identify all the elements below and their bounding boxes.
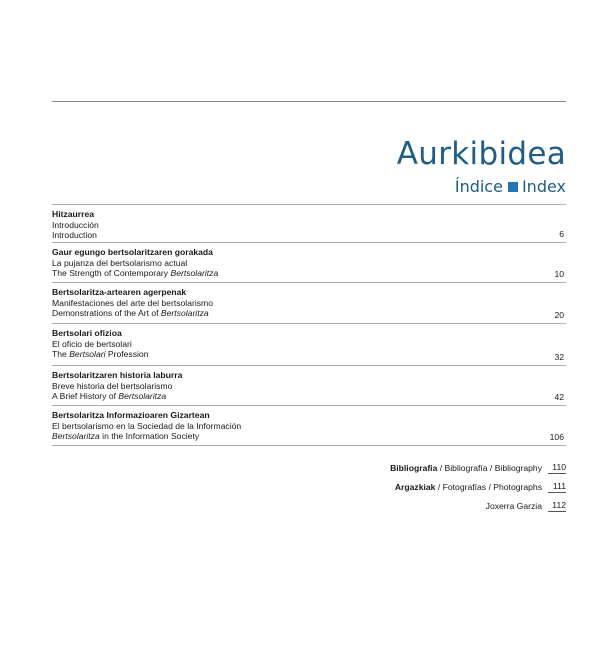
toc-entry-bibliography[interactable] (390, 458, 566, 477)
entry-title-es: La pujanza del bertsolarismo actual (52, 257, 188, 268)
entry-title-es: Manifestaciones del arte del bertsolarismo (52, 297, 213, 308)
entry-title-es: Breve historia del bertsolarismo (52, 380, 173, 391)
toc-entry-author[interactable] (390, 496, 566, 515)
entry-title-eu: Bertsolaritza-artearen agerpenak (52, 287, 187, 297)
entry-title-en: The Strength of Contemporary Bertsolaritza (52, 268, 219, 279)
square-bullet-icon (508, 182, 518, 192)
entry-title-es: El bertsolarismo en la Sociedad de la Información (52, 420, 242, 431)
entry-title-es: El oficio de bertsolari (52, 338, 132, 349)
subtitle-en: Index (521, 177, 566, 196)
entry-page: 10 (554, 269, 564, 280)
entry-title-eu: Bertsolaritza Informazioaren Gizartean (52, 410, 210, 420)
entry-title-es: Introducción (52, 219, 99, 230)
entry-page: 32 (554, 352, 564, 363)
entry-title-en: Bertsolaritza in the Information Society (52, 431, 200, 442)
entry-label: Argazkiak / Fotografías / Photographs (394, 481, 542, 492)
entry-title-en: Demonstrations of the Art of Bertsolaritza (52, 308, 209, 319)
entry-page: 20 (554, 310, 564, 321)
toc-entry-introduction[interactable] (52, 205, 566, 243)
entry-label: Joxerra Garzia (485, 500, 542, 511)
entry-label: Bibliografia / Bibliografía / Bibliography (390, 462, 542, 473)
entry-title-en: The Bertsolari Profession (52, 349, 149, 360)
entry-page: 111 (548, 481, 566, 493)
entry-page: 110 (548, 462, 566, 474)
page-title: Aurkibidea (396, 136, 566, 172)
entry-page: 6 (559, 229, 564, 240)
entry-title-eu: Bertsolaritzaren historia laburra (52, 370, 183, 380)
toc-entry-demonstrations[interactable] (52, 283, 566, 324)
toc-entry-strength[interactable] (52, 243, 566, 283)
entry-page: 112 (548, 500, 566, 512)
top-rule (52, 101, 566, 102)
table-of-contents (52, 205, 566, 446)
entry-title-eu: Hitzaurrea (52, 209, 95, 219)
toc-entry-profession[interactable] (52, 324, 566, 366)
entry-title-en: Introduction (52, 230, 97, 241)
entry-title-en: A Brief History of Bertsolaritza (52, 391, 167, 402)
entry-title-eu: Gaur egungo bertsolaritzaren gorakada (52, 247, 213, 257)
toc-entry-history[interactable] (52, 366, 566, 406)
toc-entry-information-society[interactable] (52, 406, 566, 446)
page-subtitle (455, 177, 566, 197)
subtitle-es: Índice (454, 177, 503, 196)
entry-page: 42 (554, 392, 564, 403)
toc-entry-photographs[interactable] (390, 477, 566, 496)
back-matter-list (390, 458, 566, 515)
entry-page: 106 (549, 432, 564, 443)
entry-title-eu: Bertsolari ofizioa (52, 328, 122, 338)
